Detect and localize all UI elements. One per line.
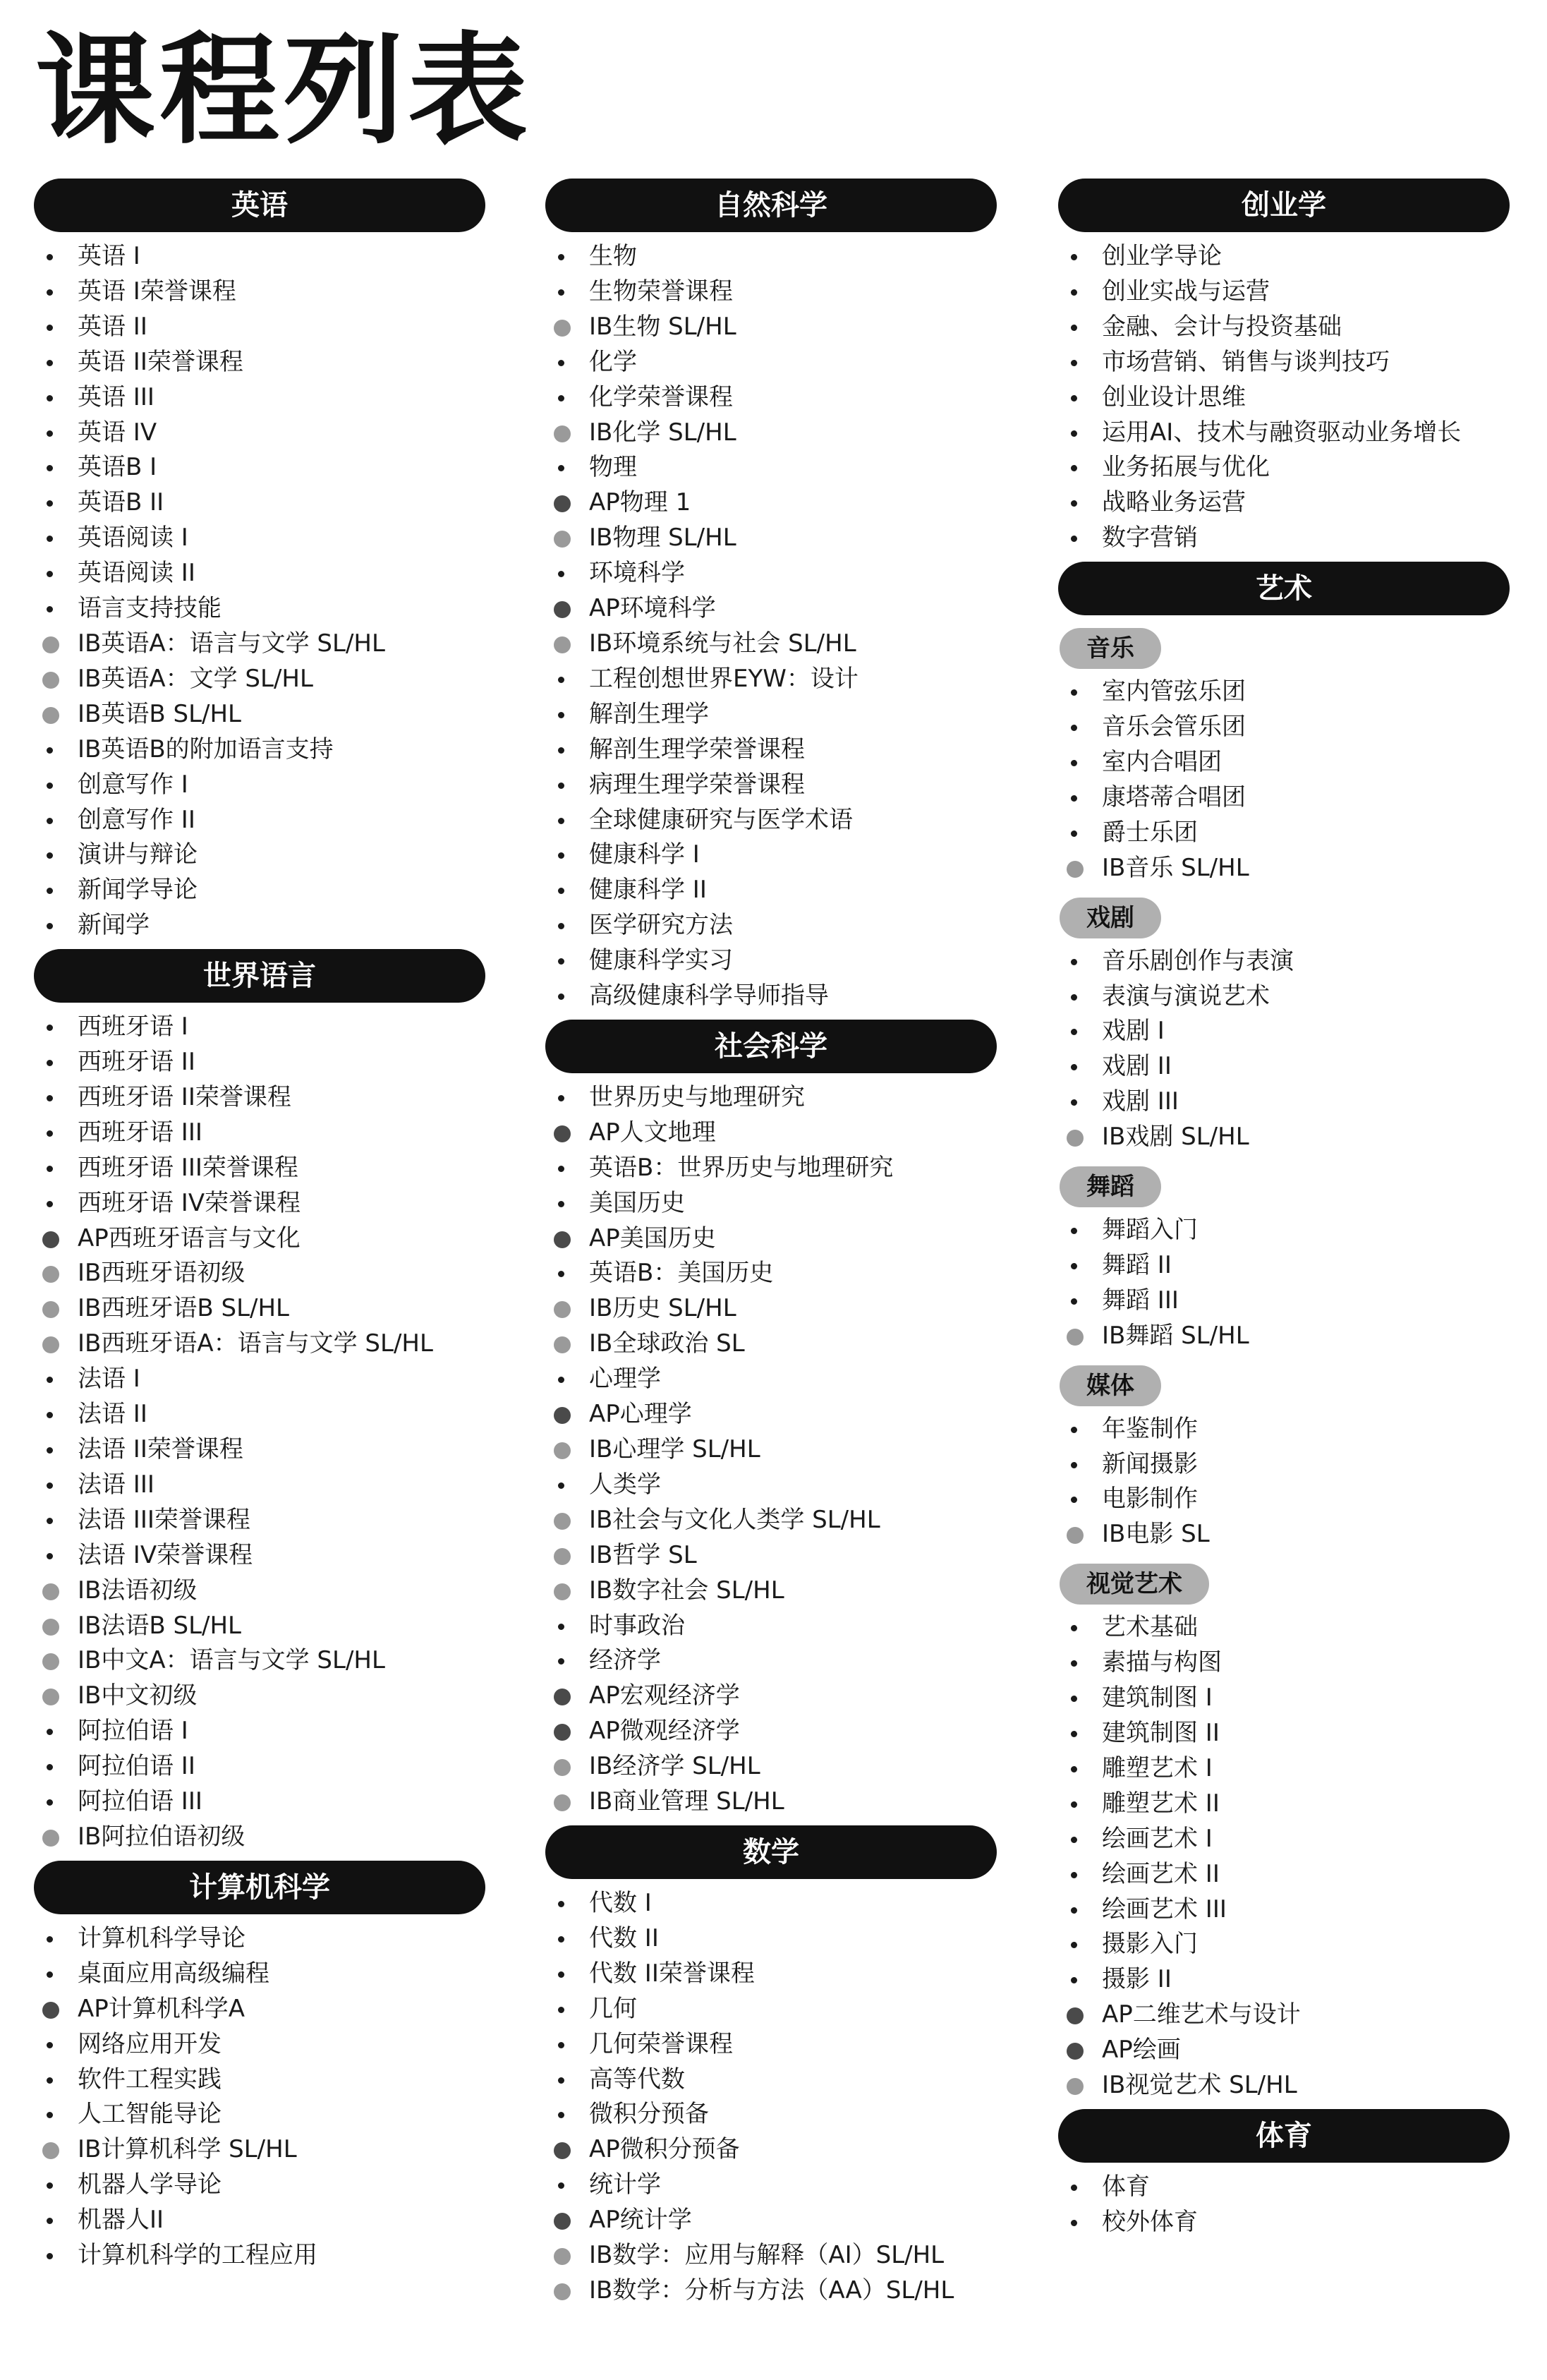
course-item: 解剖生理学 [545, 697, 997, 732]
course-item: IB中文A：语言与文学 SL/HL [34, 1643, 485, 1679]
course-item: 数字营销 [1058, 521, 1510, 556]
course-item: 表演与演说艺术 [1058, 979, 1510, 1015]
course-item: IB法语初级 [34, 1573, 485, 1609]
course-item: 计算机科学导论 [34, 1921, 485, 1957]
course-item: 年鉴制作 [1058, 1412, 1510, 1447]
course-list [1058, 1610, 1510, 2103]
section-header: 世界语言 [34, 949, 485, 1003]
course-list [545, 239, 997, 1014]
course-item: 创意写作 I [34, 768, 485, 803]
course-list [545, 1886, 997, 2309]
course-item: 时事政治 [545, 1609, 997, 1644]
course-item: 绘画艺术 I [1058, 1822, 1510, 1857]
course-item: 代数 II荣誉课程 [545, 1957, 997, 1992]
course-item: IB物理 SL/HL [545, 521, 997, 556]
course-item: 演讲与辩论 [34, 838, 485, 873]
course-item: 化学 [545, 345, 997, 380]
course-item: 摄影 II [1058, 1962, 1510, 1998]
section-header: 数学 [545, 1825, 997, 1879]
course-item: IB英语B SL/HL [34, 697, 485, 732]
course-item: 英语B：世界历史与地理研究 [545, 1151, 997, 1186]
course-item: 英语B II [34, 485, 485, 521]
course-item: 化学荣誉课程 [545, 380, 997, 416]
course-item: IB环境系统与社会 SL/HL [545, 627, 997, 662]
course-item: IB法语B SL/HL [34, 1609, 485, 1644]
course-item: 阿拉伯语 II [34, 1749, 485, 1784]
course-item: 英语 IV [34, 416, 485, 451]
section [34, 949, 485, 1855]
course-item: 西班牙语 III [34, 1116, 485, 1151]
course-item: 心理学 [545, 1362, 997, 1397]
section-header: 英语 [34, 179, 485, 232]
course-item: 英语 II [34, 310, 485, 345]
course-list [545, 1080, 997, 1820]
course-item: AP微观经济学 [545, 1714, 997, 1749]
course-item: 计算机科学的工程应用 [34, 2238, 485, 2273]
course-item: 代数 II [545, 1921, 997, 1957]
course-item: 病理生理学荣誉课程 [545, 768, 997, 803]
course-item: 绘画艺术 III [1058, 1892, 1510, 1928]
course-item: 人工智能导论 [34, 2097, 485, 2132]
course-item: IB英语A：语言与文学 SL/HL [34, 627, 485, 662]
subsection-header: 舞蹈 [1060, 1166, 1161, 1207]
course-item: 市场营销、销售与谈判技巧 [1058, 345, 1510, 380]
section [545, 179, 997, 1014]
course-item: IB音乐 SL/HL [1058, 851, 1510, 886]
section-header: 艺术 [1058, 562, 1510, 615]
course-item: 代数 I [545, 1886, 997, 1921]
course-item: IB全球政治 SL [545, 1327, 997, 1362]
section-header: 自然科学 [545, 179, 997, 232]
course-item: 工程创想世界EYW：设计 [545, 662, 997, 697]
course-item: IB历史 SL/HL [545, 1291, 997, 1327]
course-item: 法语 II荣誉课程 [34, 1432, 485, 1468]
course-item: 英语阅读 II [34, 556, 485, 591]
course-item: 全球健康研究与医学术语 [545, 803, 997, 838]
course-item: 人类学 [545, 1468, 997, 1503]
course-item: IB数学：分析与方法（AA）SL/HL [545, 2273, 997, 2309]
course-item: 新闻学导论 [34, 873, 485, 908]
course-item: 创业实战与运营 [1058, 274, 1510, 310]
course-item: 物理 [545, 450, 997, 485]
course-item: 机器人学导论 [34, 2168, 485, 2203]
course-item: IB英语A：文学 SL/HL [34, 662, 485, 697]
course-item: 英语 I荣誉课程 [34, 274, 485, 310]
course-item: 舞蹈 III [1058, 1283, 1510, 1319]
course-item: IB生物 SL/HL [545, 310, 997, 345]
course-item: 英语 I [34, 239, 485, 274]
course-item: 音乐剧创作与表演 [1058, 944, 1510, 979]
course-item: IB心理学 SL/HL [545, 1432, 997, 1468]
course-item: 新闻学 [34, 908, 485, 943]
course-item: IB经济学 SL/HL [545, 1749, 997, 1784]
course-item: IB舞蹈 SL/HL [1058, 1319, 1510, 1354]
course-item: 高级健康科学导师指导 [545, 979, 997, 1014]
course-list [1058, 675, 1510, 886]
subsection-header: 视觉艺术 [1060, 1564, 1209, 1605]
course-item: 新闻摄影 [1058, 1447, 1510, 1482]
course-item: 戏剧 I [1058, 1014, 1510, 1049]
course-item: 阿拉伯语 I [34, 1714, 485, 1749]
course-item: AP环境科学 [545, 591, 997, 627]
course-item: AP绘画 [1058, 2033, 1510, 2068]
course-item: AP美国历史 [545, 1221, 997, 1257]
subsection-header: 媒体 [1060, 1365, 1161, 1406]
course-item: IB计算机科学 SL/HL [34, 2132, 485, 2168]
section [1058, 2109, 1510, 2240]
course-item: 法语 III [34, 1468, 485, 1503]
course-item: 英语B：美国历史 [545, 1256, 997, 1291]
course-item: 摄影入门 [1058, 1927, 1510, 1962]
section [1058, 562, 1510, 2103]
course-item: 戏剧 III [1058, 1085, 1510, 1120]
course-item: 经济学 [545, 1643, 997, 1679]
course-item: AP心理学 [545, 1397, 997, 1432]
column-2 [545, 179, 997, 2314]
course-item: 创意写作 II [34, 803, 485, 838]
course-item: 舞蹈入门 [1058, 1213, 1510, 1248]
course-item: IB数字社会 SL/HL [545, 1573, 997, 1609]
course-item: 生物荣誉课程 [545, 274, 997, 310]
course-item: 统计学 [545, 2168, 997, 2203]
course-item: AP人文地理 [545, 1116, 997, 1151]
course-item: 法语 I [34, 1362, 485, 1397]
course-item: AP统计学 [545, 2203, 997, 2238]
section [34, 179, 485, 943]
course-item: 几何 [545, 1992, 997, 2027]
course-item: 英语B I [34, 450, 485, 485]
course-item: 业务拓展与优化 [1058, 450, 1510, 485]
course-item: 创业设计思维 [1058, 380, 1510, 416]
course-item: 建筑制图 I [1058, 1681, 1510, 1716]
course-item: AP计算机科学A [34, 1992, 485, 2027]
section-header: 创业学 [1058, 179, 1510, 232]
course-item: 法语 II [34, 1397, 485, 1432]
column-1 [34, 179, 485, 2279]
page-title: 课程列表 [35, 21, 533, 161]
course-item: 软件工程实践 [34, 2062, 485, 2098]
course-item: IB视觉艺术 SL/HL [1058, 2068, 1510, 2103]
course-item: 校外体育 [1058, 2205, 1510, 2240]
course-list [1058, 1412, 1510, 1553]
course-item: 语言支持技能 [34, 591, 485, 627]
course-item: 微积分预备 [545, 2097, 997, 2132]
section-header: 计算机科学 [34, 1861, 485, 1914]
course-item: 室内管弦乐团 [1058, 675, 1510, 710]
course-item: 英语 III [34, 380, 485, 416]
course-list [34, 239, 485, 943]
course-item: 康塔蒂合唱团 [1058, 780, 1510, 816]
course-item: AP物理 1 [545, 485, 997, 521]
course-item: 健康科学实习 [545, 943, 997, 979]
course-item: 建筑制图 II [1058, 1716, 1510, 1751]
course-item: 战略业务运营 [1058, 485, 1510, 521]
course-list [34, 1921, 485, 2273]
course-item: 医学研究方法 [545, 908, 997, 943]
course-item: 几何荣誉课程 [545, 2027, 997, 2062]
course-item: 素描与构图 [1058, 1645, 1510, 1681]
course-item: 桌面应用高级编程 [34, 1957, 485, 1992]
course-item: 生物 [545, 239, 997, 274]
course-item: AP宏观经济学 [545, 1679, 997, 1714]
course-item: 戏剧 II [1058, 1049, 1510, 1085]
course-item: 舞蹈 II [1058, 1248, 1510, 1283]
course-item: 美国历史 [545, 1186, 997, 1221]
course-item: 法语 III荣誉课程 [34, 1503, 485, 1538]
course-item: 艺术基础 [1058, 1610, 1510, 1645]
course-item: 西班牙语 II [34, 1045, 485, 1080]
course-item: IB商业管理 SL/HL [545, 1784, 997, 1820]
course-item: 英语 II荣誉课程 [34, 345, 485, 380]
course-item: AP二维艺术与设计 [1058, 1998, 1510, 2033]
section [34, 1861, 485, 2273]
course-item: 健康科学 I [545, 838, 997, 873]
course-item: IB阿拉伯语初级 [34, 1820, 485, 1855]
course-item: 解剖生理学荣誉课程 [545, 732, 997, 768]
course-item: IB西班牙语初级 [34, 1256, 485, 1291]
course-item: AP西班牙语言与文化 [34, 1221, 485, 1257]
course-item: 金融、会计与投资基础 [1058, 310, 1510, 345]
course-list [1058, 1213, 1510, 1354]
course-item: IB数学：应用与解释（AI）SL/HL [545, 2238, 997, 2273]
course-item: IB哲学 SL [545, 1538, 997, 1573]
course-item: 电影制作 [1058, 1482, 1510, 1517]
course-item: 创业学导论 [1058, 239, 1510, 274]
course-item: 健康科学 II [545, 873, 997, 908]
course-item: AP微积分预备 [545, 2132, 997, 2168]
course-item: IB西班牙语B SL/HL [34, 1291, 485, 1327]
section [1058, 179, 1510, 556]
course-item: 爵士乐团 [1058, 816, 1510, 851]
course-item: IB电影 SL [1058, 1517, 1510, 1552]
course-item: 机器人II [34, 2203, 485, 2238]
course-item: 环境科学 [545, 556, 997, 591]
course-item: 法语 IV荣誉课程 [34, 1538, 485, 1573]
course-item: IB化学 SL/HL [545, 416, 997, 451]
course-list [1058, 239, 1510, 556]
course-list [1058, 2170, 1510, 2240]
course-item: 音乐会管乐团 [1058, 710, 1510, 745]
section [545, 1020, 997, 1820]
course-item: 高等代数 [545, 2062, 997, 2098]
course-item: 西班牙语 I [34, 1010, 485, 1045]
course-item: 西班牙语 III荣誉课程 [34, 1151, 485, 1186]
course-item: 世界历史与地理研究 [545, 1080, 997, 1116]
course-item: IB英语B的附加语言支持 [34, 732, 485, 768]
course-list [34, 1010, 485, 1855]
course-item: 体育 [1058, 2170, 1510, 2205]
section-header: 体育 [1058, 2109, 1510, 2163]
course-item: 运用AI、技术与融资驱动业务增长 [1058, 416, 1510, 451]
course-item: 网络应用开发 [34, 2027, 485, 2062]
course-item: 阿拉伯语 III [34, 1784, 485, 1820]
course-item: IB中文初级 [34, 1679, 485, 1714]
subsection-header: 音乐 [1060, 628, 1161, 669]
subsection-header: 戏剧 [1060, 898, 1161, 938]
course-item: IB西班牙语A：语言与文学 SL/HL [34, 1327, 485, 1362]
course-item: 英语阅读 I [34, 521, 485, 556]
course-item: 绘画艺术 II [1058, 1857, 1510, 1892]
column-3 [1058, 179, 1510, 2246]
course-item: 雕塑艺术 II [1058, 1787, 1510, 1822]
course-item: IB戏剧 SL/HL [1058, 1120, 1510, 1155]
section-header: 社会科学 [545, 1020, 997, 1073]
course-item: IB社会与文化人类学 SL/HL [545, 1503, 997, 1538]
course-item: 西班牙语 II荣誉课程 [34, 1080, 485, 1116]
course-item: 西班牙语 IV荣誉课程 [34, 1186, 485, 1221]
section [545, 1825, 997, 2309]
course-item: 室内合唱团 [1058, 745, 1510, 780]
course-list [1058, 944, 1510, 1155]
course-item: 雕塑艺术 I [1058, 1751, 1510, 1787]
